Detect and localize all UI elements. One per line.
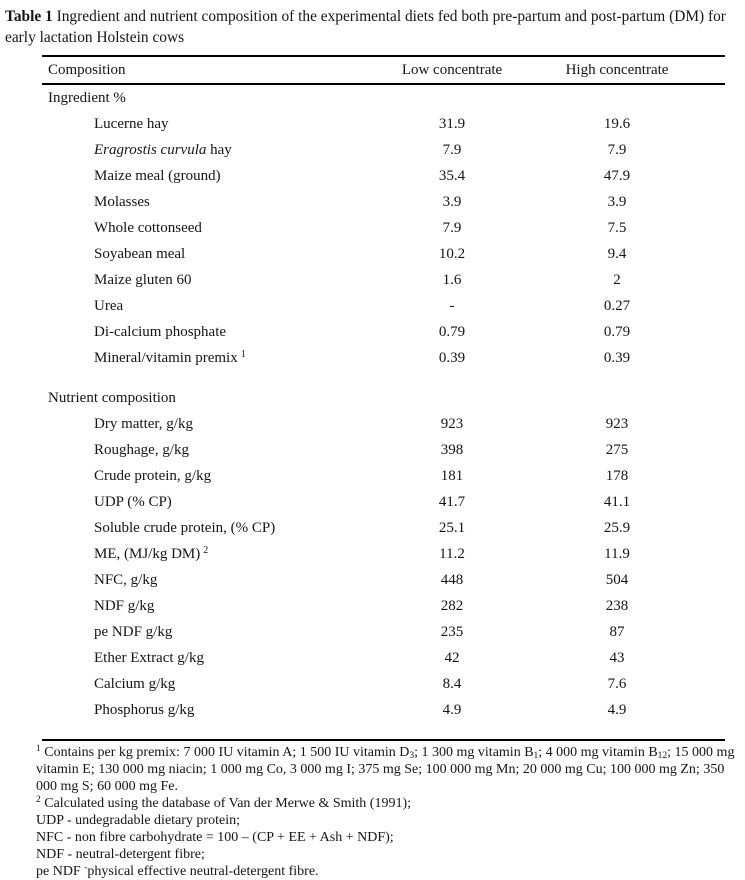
low-value: - <box>449 297 455 314</box>
row-label: pe NDF g/kg <box>94 623 173 640</box>
low-value: 181 <box>440 467 464 484</box>
low-value: 7.9 <box>442 219 462 236</box>
table-row <box>42 437 725 463</box>
low-value: 35.4 <box>438 167 466 184</box>
row-label: Roughage, g/kg <box>94 441 189 458</box>
low-value: 4.9 <box>442 701 462 718</box>
table-row <box>42 345 725 371</box>
table-row <box>42 645 725 671</box>
low-value: 923 <box>440 415 464 432</box>
row-label: Ether Extract g/kg <box>94 649 204 666</box>
high-value: 7.6 <box>607 675 627 692</box>
section-title: Ingredient % <box>48 89 126 106</box>
low-value: 41.7 <box>438 493 466 510</box>
low-value: 42 <box>444 649 460 666</box>
high-value: 41.1 <box>603 493 631 510</box>
footnote-nfc: NFC - non fibre carbohydrate = 100 – (CP + EE + Ash + NDF); <box>36 830 394 845</box>
row-label: UDP (% CP) <box>94 493 172 510</box>
high-value: 238 <box>605 597 629 614</box>
low-value: 448 <box>440 571 464 588</box>
high-value: 7.5 <box>607 219 627 236</box>
low-value: 398 <box>440 441 464 458</box>
footnote-ndf: NDF - neutral-detergent fibre; <box>36 847 205 862</box>
table-row <box>42 567 725 593</box>
row-label: Urea <box>94 297 124 314</box>
low-value: 1.6 <box>442 271 462 288</box>
table-caption-number: Table 1 <box>5 8 53 25</box>
column-header-composition: Composition <box>48 61 126 78</box>
row-label: ME, (MJ/kg DM) $^2$ <box>94 544 209 562</box>
row-label: Whole cottonseed <box>94 219 202 236</box>
column-header-low-concentrate: Low concentrate <box>401 61 503 78</box>
high-value: 178 <box>605 467 629 484</box>
high-value: 87 <box>609 623 625 640</box>
row-label: Molasses <box>94 193 150 210</box>
row-label: NFC, g/kg <box>94 571 158 588</box>
table-caption <box>0 0 745 48</box>
high-value: 11.9 <box>604 545 630 562</box>
table-row <box>42 671 725 697</box>
table-caption-text: Ingredient and nutrient composition of the experimental diets fed both pre-partum and post-partum (DM) for early lactation Holstein cows <box>5 8 726 46</box>
table-row <box>42 489 725 515</box>
superscript-dash: - <box>84 863 88 873</box>
high-value: 3.9 <box>607 193 627 210</box>
row-label <box>42 142 362 159</box>
table-row <box>42 463 725 489</box>
footnotes <box>36 744 740 880</box>
table-row <box>42 215 725 241</box>
table-row <box>42 189 725 215</box>
low-value: 25.1 <box>438 519 466 536</box>
table-row <box>42 319 725 345</box>
footnote-me-database: $^2$ Calculated using the database of Van der Merwe & Smith (1991); <box>36 795 412 811</box>
row-label-suffix: hay <box>206 141 232 158</box>
high-value: 0.27 <box>603 297 631 314</box>
row-label: NDF g/kg <box>94 597 155 614</box>
section-header-ingredient <box>42 85 725 111</box>
table-row <box>42 619 725 645</box>
footnote-premix: $^1$ Contains per kg premix: 7 000 IU vitamin A; 1 500 IU vitamin $D_3$; 1 300 mg vitamin $B_1$; 4 000 mg vitamin $B_{12}$; 15 000 mg vitamin E; 130 000 mg niacin; 1 000 mg Co, 3 000 mg I; 375 mg Se; 100 000 mg Mn; 20 000 mg Cu; 100 000 mg Zn; 350 000 mg S; 60 000 mg Fe. <box>36 744 735 794</box>
table-row <box>42 541 725 567</box>
table-header-row <box>42 57 725 83</box>
table-row <box>42 163 725 189</box>
footnote-marker-2: 2 <box>36 795 41 805</box>
row-label: Calcium g/kg <box>94 675 176 692</box>
section-gap <box>42 371 725 385</box>
high-value: 4.9 <box>607 701 627 718</box>
footnote-pendf: pe NDF -physical effective neutral-detergent fibre. <box>36 863 319 879</box>
row-label: Lucerne hay <box>94 115 169 132</box>
table-row <box>42 241 725 267</box>
high-value: 0.39 <box>603 349 631 366</box>
footnote-marker-1: 1 <box>240 348 246 360</box>
row-label: Maize meal (ground) <box>94 167 221 184</box>
high-value: 43 <box>609 649 625 666</box>
low-value: 3.9 <box>442 193 462 210</box>
table-row <box>42 411 725 437</box>
row-label: Dry matter, g/kg <box>94 415 193 432</box>
table-row <box>42 293 725 319</box>
data-table <box>42 55 725 723</box>
subscript-d3: 3 <box>409 751 415 761</box>
table-row <box>42 137 725 163</box>
low-value: 11.2 <box>439 545 465 562</box>
section-header-nutrient <box>42 385 725 411</box>
row-label-italic: Eragrostis curvula <box>94 141 207 158</box>
low-value: 31.9 <box>438 115 466 132</box>
high-value: 0.79 <box>603 323 631 340</box>
row-label: Maize gluten 60 <box>94 271 192 288</box>
high-value: 25.9 <box>603 519 631 536</box>
low-value: 8.4 <box>442 675 462 692</box>
section-title: Nutrient composition <box>48 389 176 406</box>
row-label: Soluble crude protein, (% CP) <box>94 519 276 536</box>
row-label: Mineral/vitamin premix $^1$ <box>94 348 246 366</box>
high-value: 47.9 <box>603 167 631 184</box>
low-value: 10.2 <box>438 245 466 262</box>
table-row <box>42 515 725 541</box>
low-value: 0.39 <box>438 349 466 366</box>
low-value: 235 <box>440 623 464 640</box>
high-value: 19.6 <box>603 115 631 132</box>
footnote-rule <box>42 739 725 741</box>
row-label: Crude protein, g/kg <box>94 467 212 484</box>
low-value: 282 <box>440 597 464 614</box>
column-header-high-concentrate: High concentrate <box>565 61 669 78</box>
high-value: 7.9 <box>607 141 627 158</box>
subscript-b1: 1 <box>533 751 539 761</box>
footnote-marker-1: 1 <box>36 744 41 754</box>
table-row <box>42 111 725 137</box>
high-value: 504 <box>605 571 629 588</box>
footnote-marker-2: 2 <box>203 544 209 556</box>
row-label: Soyabean meal <box>94 245 186 262</box>
row-label: Phosphorus g/kg <box>94 701 195 718</box>
subscript-b12: 12 <box>657 751 668 761</box>
row-label: Di-calcium phosphate <box>94 323 227 340</box>
high-value: 275 <box>605 441 629 458</box>
low-value: 7.9 <box>442 141 462 158</box>
low-value: 0.79 <box>438 323 466 340</box>
high-value: 9.4 <box>607 245 627 262</box>
table-row <box>42 697 725 723</box>
footnote-udp: UDP - undegradable dietary protein; <box>36 813 240 828</box>
table-row <box>42 267 725 293</box>
high-value: 2 <box>613 271 621 288</box>
table-row <box>42 593 725 619</box>
high-value: 923 <box>605 415 629 432</box>
